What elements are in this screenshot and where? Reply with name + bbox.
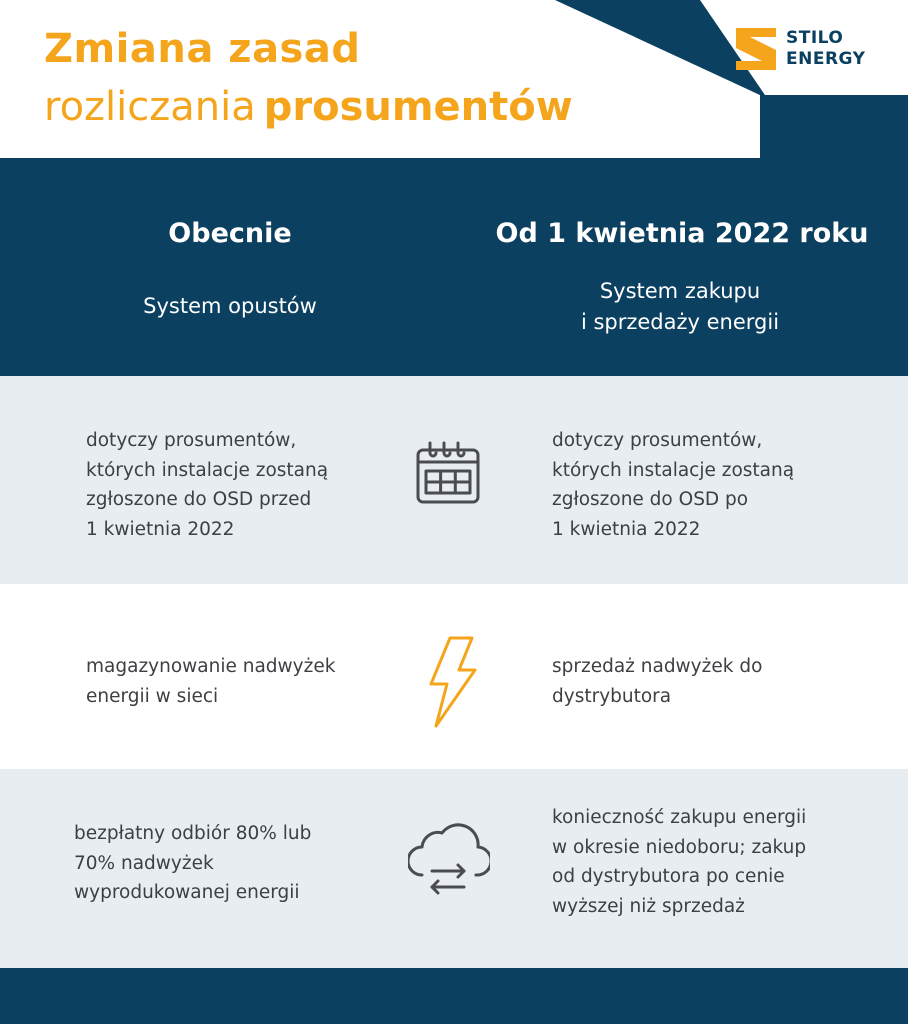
row1-right-text xyxy=(552,426,794,544)
left-column-title: Obecnie xyxy=(168,218,292,249)
row3-right-text xyxy=(552,803,806,921)
right-column-title: Od 1 kwietnia 2022 roku xyxy=(495,218,869,249)
row3-left-text xyxy=(74,819,311,908)
row1-left-line: zgłoszone do OSD przed xyxy=(86,489,312,510)
row1-left-line: 1 kwietnia 2022 xyxy=(86,518,235,540)
row2-left-line: magazynowanie nadwyżek xyxy=(86,656,336,677)
page-title-line2 xyxy=(44,84,573,130)
header xyxy=(0,0,908,160)
row3-left-line: wyprodukowanej energii xyxy=(74,882,300,903)
page-title-regular: rozliczania xyxy=(44,84,256,130)
row1-left-line: których instalacje zostaną xyxy=(86,459,329,481)
row1-left-text xyxy=(86,426,328,544)
header-white-panel xyxy=(0,0,908,160)
row2-left-text xyxy=(86,652,335,711)
row1-right-line: dotyczy prosumentów, xyxy=(552,430,763,451)
row1-right-line: których instalacje zostaną xyxy=(552,459,795,481)
cloud-exchange-icon xyxy=(408,821,490,897)
s-logo-icon xyxy=(736,28,776,70)
logo-text xyxy=(786,28,865,70)
row3-left-line: 70% nadwyżek xyxy=(74,852,214,874)
row2-left-line: energii w sieci xyxy=(86,685,219,707)
logo-text-line1: STILO xyxy=(786,28,844,48)
row3-right-line: konieczność zakupu energii xyxy=(552,807,807,828)
row1-right-line: 1 kwietnia 2022 xyxy=(552,518,701,540)
row2-right-text xyxy=(552,652,762,711)
logo-text-line2: ENERGY xyxy=(786,49,866,69)
left-column-subtitle: System opustów xyxy=(143,294,317,318)
comparison-row-3 xyxy=(0,769,908,968)
page-title-bold: prosumentów xyxy=(263,84,573,130)
column-headings-band xyxy=(0,158,908,376)
row3-left-line: bezpłatny odbiór 80% lub xyxy=(74,823,312,844)
row1-right-line: zgłoszone do OSD po xyxy=(552,489,749,510)
brand-logo xyxy=(736,26,886,72)
row1-left-line: dotyczy prosumentów, xyxy=(86,430,297,451)
right-column-subtitle xyxy=(530,276,830,338)
right-column-subtitle-line1: System zakupu xyxy=(599,279,761,303)
comparison-row-2 xyxy=(0,584,908,769)
row2-right-line: sprzedaż nadwyżek do xyxy=(552,656,763,677)
row2-right-line: dystrybutora xyxy=(552,685,672,707)
comparison-row-1 xyxy=(0,376,908,584)
row3-right-line: od dystrybutora po cenie xyxy=(552,866,785,887)
lightning-icon xyxy=(428,636,478,728)
footer-band xyxy=(0,968,908,1024)
right-column-subtitle-line2: i sprzedaży energii xyxy=(580,310,780,334)
row3-right-line: wyższej niż sprzedaż xyxy=(552,895,745,917)
row3-right-line: w okresie niedoboru; zakup xyxy=(552,836,807,858)
calendar-icon xyxy=(414,438,482,506)
page-title-line1: Zmiana zasad xyxy=(44,26,361,72)
